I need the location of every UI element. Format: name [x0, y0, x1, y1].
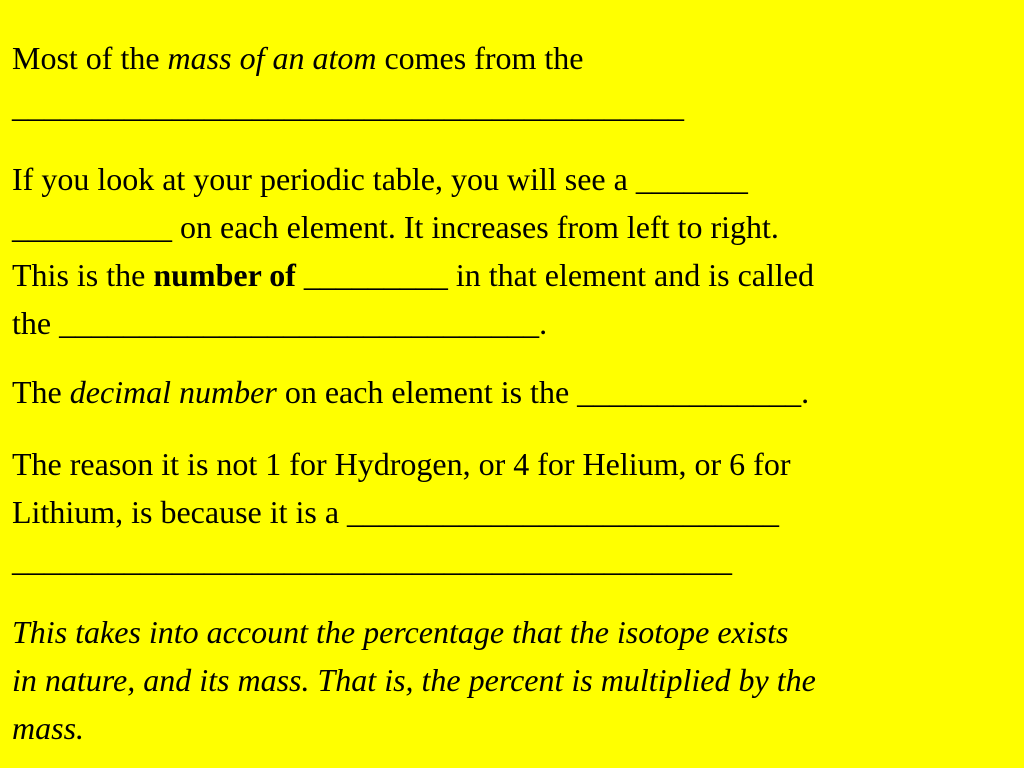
line: This takes into account the percentage that the isotope exists	[12, 614, 789, 650]
blank-line: _____________________________________________	[12, 542, 732, 578]
text: Most of the	[12, 40, 168, 76]
paragraph-periodic-table	[12, 155, 1017, 347]
blank-line: __________________________________________	[12, 88, 684, 124]
text: This is the	[12, 257, 154, 293]
paragraph-reason	[12, 440, 1017, 584]
emphasis-mass-of-atom: mass of an atom	[167, 40, 377, 76]
paragraph-mass-of-atom	[12, 34, 1017, 130]
line: the ______________________________.	[12, 305, 548, 341]
line	[12, 34, 1017, 82]
text: _________ in that element and is called	[295, 257, 814, 293]
line: If you look at your periodic table, you will see a _______	[12, 161, 748, 197]
text: The	[12, 374, 70, 410]
line: __________ on each element. It increases from left to right.	[12, 209, 779, 245]
line: mass.	[12, 710, 85, 746]
line: in nature, and its mass. That is, the percent is multiplied by the	[12, 662, 816, 698]
text: comes from the	[376, 40, 584, 76]
line: The reason it is not 1 for Hydrogen, or 4 for Helium, or 6 for	[12, 446, 791, 482]
text: on each element is the ______________.	[276, 374, 810, 410]
paragraph-percentage-note	[12, 608, 1017, 752]
line	[12, 251, 1017, 299]
bold-number-of: number of	[153, 257, 296, 293]
line: Lithium, is because it is a ___________________________	[12, 494, 780, 530]
paragraph-decimal-number	[12, 368, 1017, 416]
line	[12, 368, 1017, 416]
emphasis-decimal-number: decimal number	[69, 374, 277, 410]
